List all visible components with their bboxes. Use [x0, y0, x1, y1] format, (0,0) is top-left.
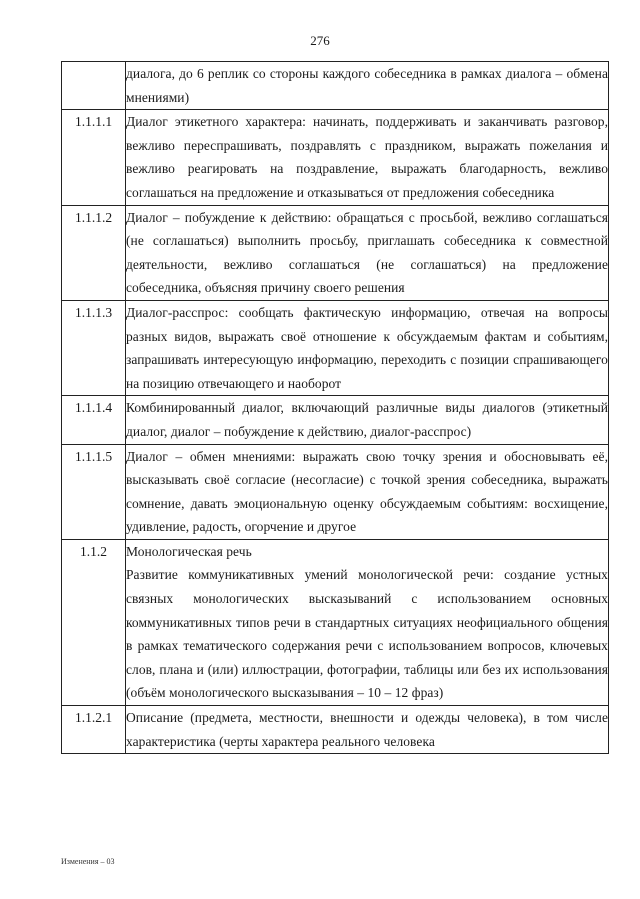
content-paragraph: диалога, до 6 реплик со стороны каждого собеседника в рамках диалога – обмена мнениями)	[126, 66, 608, 105]
section-number: 1.1.1.2	[62, 205, 126, 300]
content-paragraph: Диалог этикетного характера: начинать, поддерживать и заканчивать разговор, вежливо переспрашивать, поздравлять с праздником, выражать пожелания и вежливо реагировать на поздравление, выражать благодарность, вежливо соглашаться на предложение и отказываться от предложения собеседника	[126, 114, 608, 200]
section-content	[126, 300, 609, 395]
curriculum-table	[61, 61, 609, 754]
content-paragraph: Комбинированный диалог, включающий различные виды диалогов (этикетный диалог, диалог – побуждение к действию, диалог-расспрос)	[126, 400, 608, 439]
content-paragraph: Диалог-расспрос: сообщать фактическую информацию, отвечая на вопросы разных видов, выражать своё отношение к обсуждаемым фактам и событиям, запрашивать интересующую информацию, переходить с позиции спрашивающего на позицию отвечающего и наоборот	[126, 304, 608, 391]
section-content	[126, 396, 609, 444]
section-number: 1.1.1.1	[62, 110, 126, 205]
content-paragraph: Развитие коммуникативных умений монологической речи: создание устных связных монологических высказываний с использованием основных коммуникативных типов речи в стандартных ситуациях неофициального общения в рамках тематического содержания речи с использованием вопросов, ключевых слов, плана и (или) иллюстрации, фотографии, таблицы или без их использования (объём монологического высказывания – 10 – 12 фраз)	[126, 567, 608, 701]
section-number: 1.1.1.4	[62, 396, 126, 444]
table-row	[62, 300, 609, 395]
section-content	[126, 110, 609, 205]
page-number: 276	[310, 33, 330, 48]
table-row	[62, 110, 609, 205]
table-row	[62, 706, 609, 754]
table-row	[62, 444, 609, 539]
content-paragraph: Описание (предмета, местности, внешности и одежды человека), в том числе характеристика (черты характера реального человека	[126, 710, 608, 749]
section-number: 1.1.2.1	[62, 706, 126, 754]
content-paragraph: Диалог – обмен мнениями: выражать свою точку зрения и обосновывать её, высказывать своё согласие (несогласие) с точкой зрения собеседника, выражать сомнение, давать эмоциональную оценку обсуждаемым событиям: восхищение, удивление, радость, огорчение и другое	[126, 448, 608, 535]
section-content	[126, 539, 609, 705]
content-paragraph: Диалог – побуждение к действию: обращаться с просьбой, вежливо соглашаться (не соглашаться) выполнить просьбу, приглашать собеседника к совместной деятельности, вежливо соглашаться (не соглашаться) на предложение собеседника, объясняя причину своего решения	[126, 209, 608, 296]
section-number	[62, 62, 126, 110]
section-content	[126, 444, 609, 539]
table-row	[62, 205, 609, 300]
section-number: 1.1.1.3	[62, 300, 126, 395]
section-content	[126, 205, 609, 300]
table-row	[62, 62, 609, 110]
section-content	[126, 706, 609, 754]
table-row	[62, 396, 609, 444]
content-paragraph: Монологическая речь	[126, 543, 252, 559]
table-row	[62, 539, 609, 705]
section-number: 1.1.2	[62, 539, 126, 705]
section-number: 1.1.1.5	[62, 444, 126, 539]
footer-revision: Изменения – 03	[61, 857, 115, 866]
section-content	[126, 62, 609, 110]
